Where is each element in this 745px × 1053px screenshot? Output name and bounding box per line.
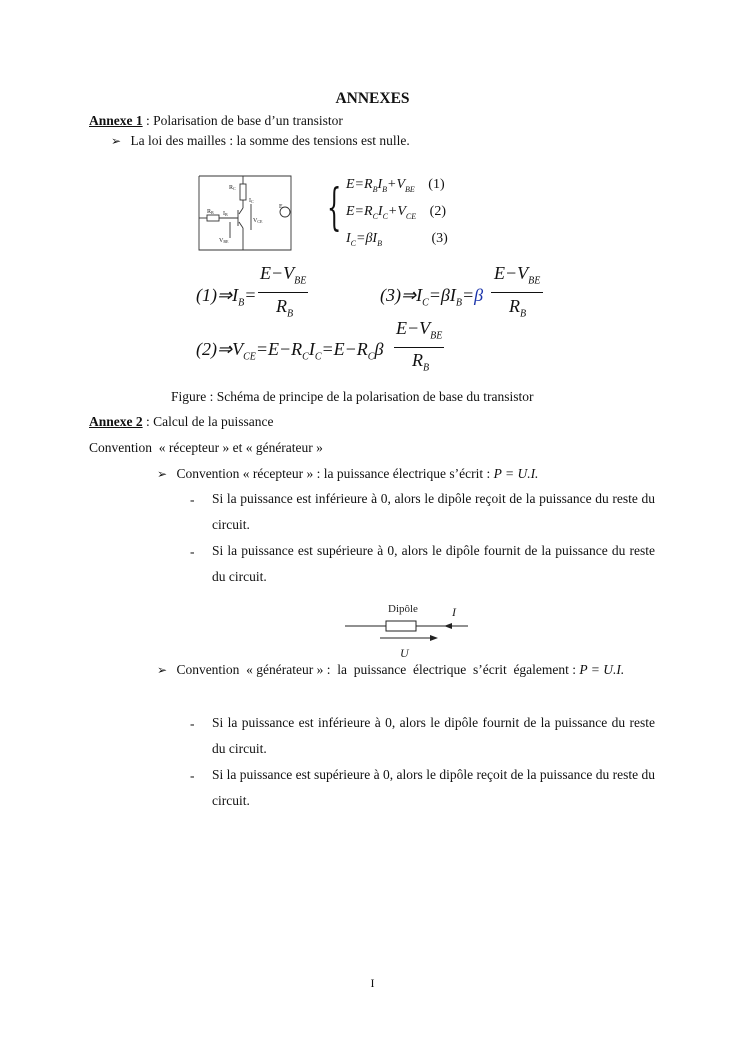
annexe2-title: : Calcul de la puissance bbox=[142, 414, 274, 429]
derivation-3-denominator: $R_B$ bbox=[509, 296, 527, 320]
dash-bullet-icon: - bbox=[190, 716, 195, 731]
equation-3-number: (3) bbox=[431, 231, 448, 246]
recepteur-bullet bbox=[157, 466, 538, 482]
svg-text:IC: IC bbox=[249, 198, 254, 204]
annexe1-heading bbox=[89, 113, 343, 129]
dipole-current-label: I bbox=[452, 605, 456, 619]
derivation-1-denominator: $R_B$ bbox=[276, 296, 294, 320]
derivation-1-den-text: R bbox=[276, 296, 287, 316]
derivation-1-fraction-bar bbox=[258, 292, 308, 293]
svg-text:VBE: VBE bbox=[219, 238, 229, 244]
annexe2-label: Annexe 2 bbox=[89, 414, 143, 429]
svg-text:RC: RC bbox=[229, 185, 236, 191]
derivation-2-fraction-bar bbox=[394, 347, 444, 348]
dipole-label: Dipôle bbox=[388, 603, 418, 615]
generateur-bullet bbox=[157, 657, 655, 683]
derivation-3-prefix: (3)⇒I bbox=[380, 285, 423, 305]
derivation-2-numerator: $E-V_{BE}$ bbox=[396, 318, 443, 342]
recepteur-formula: P = U.I. bbox=[493, 466, 539, 481]
generateur-item-2: Si la puissance est supérieure à 0, alors le dipôle reçoit de la puissance du reste du circuit. bbox=[212, 767, 655, 808]
annexe1-title: : Polarisation de base d’un transistor bbox=[142, 113, 343, 128]
dipole-diagram bbox=[340, 598, 472, 660]
derivation-2-prefix: (2)⇒V bbox=[196, 339, 244, 359]
derivation-1-prefix: (1)⇒I bbox=[196, 285, 239, 305]
voltage-arrow-icon bbox=[430, 635, 438, 641]
dash-bullet-icon: - bbox=[190, 768, 195, 783]
annexe1-bullet-text: La loi des mailles : la somme des tensions est nulle. bbox=[130, 133, 410, 148]
derivation-2-mid: =E−R bbox=[255, 339, 303, 359]
derivation-1-numerator: $E-V_{BE}$ bbox=[260, 263, 307, 287]
annexe1-label: Annexe 1 bbox=[89, 113, 143, 128]
transistor-collector bbox=[239, 208, 243, 214]
derivation-2-lhs: $(2)\Rightarrow V_{CE}=E-R_CI_C=E-R_C\beta$ bbox=[196, 339, 384, 363]
recepteur-item-2: Si la puissance est supérieure à 0, alors le dipôle fournit de la puissance du reste du circuit. bbox=[212, 543, 655, 584]
derivation-3-lhs: $(3)\Rightarrow I_C=\beta I_B=\beta$ bbox=[380, 285, 484, 309]
annexe2-heading bbox=[89, 414, 273, 430]
convention-line: Convention « récepteur » et « générateur » bbox=[89, 440, 323, 455]
equation-1: $E=R_BI_B+V_{BE}$ (1) bbox=[346, 177, 445, 194]
page-title: ANNEXES bbox=[335, 90, 410, 107]
equation-2: $E=R_CI_C+V_{CE}$ (2) bbox=[346, 204, 446, 221]
derivation-3-numerator: $E-V_{BE}$ bbox=[494, 263, 541, 287]
dipole-resistor bbox=[386, 621, 416, 631]
system-brace: { bbox=[327, 178, 342, 236]
recepteur-bullet-text: Convention « récepteur » : la puissance électrique s’écrit : bbox=[176, 466, 494, 481]
derivation-3-beta: β bbox=[474, 285, 484, 305]
arrow-bullet-icon: ➢ bbox=[157, 467, 168, 481]
equation-1-number: (1) bbox=[428, 177, 445, 192]
svg-text:RB: RB bbox=[207, 209, 214, 215]
svg-text:E: E bbox=[279, 204, 283, 210]
transistor-emitter bbox=[239, 222, 243, 228]
current-arrow-icon bbox=[444, 623, 452, 629]
generateur-formula: P = U.I. bbox=[579, 662, 625, 677]
dash-bullet-icon: - bbox=[190, 492, 195, 507]
derivation-1-num-text: E−V bbox=[260, 263, 295, 283]
dash-bullet-icon: - bbox=[190, 544, 195, 559]
arrow-bullet-icon: ➢ bbox=[111, 134, 122, 148]
derivation-3-fraction-bar bbox=[491, 292, 543, 293]
derivation-1-lhs: $(1)\Rightarrow I_B=$ bbox=[196, 285, 257, 309]
generateur-bullet-text: Convention « générateur » : la puissance électrique s’écrit également : bbox=[176, 662, 580, 677]
resistor-rb bbox=[207, 215, 219, 221]
dipole-voltage-label: U bbox=[400, 646, 409, 660]
arrow-bullet-icon: ➢ bbox=[157, 663, 168, 677]
svg-text:VCE: VCE bbox=[253, 218, 263, 224]
generateur-item-1: Si la puissance est inférieure à 0, alors le dipôle fournit de la puissance du reste du circuit. bbox=[212, 715, 655, 756]
recepteur-item-1: Si la puissance est inférieure à 0, alors le dipôle reçoit de la puissance du reste du circuit. bbox=[212, 491, 655, 532]
figure-caption: Figure : Schéma de principe de la polarisation de base du transistor bbox=[171, 389, 534, 404]
circuit-diagram bbox=[195, 172, 295, 254]
page-number: I bbox=[370, 976, 375, 990]
equation-3: $I_C=\beta I_B$ (3) bbox=[346, 231, 448, 248]
derivation-2-denominator: $R_B$ bbox=[412, 350, 430, 374]
derivation-2-end: =E−R bbox=[321, 339, 368, 359]
annexe1-bullet bbox=[111, 133, 410, 149]
resistor-rc bbox=[240, 184, 246, 200]
derivation-3-mid: =βI bbox=[428, 285, 456, 305]
svg-text:IB: IB bbox=[223, 211, 228, 217]
equation-2-number: (2) bbox=[429, 204, 446, 219]
